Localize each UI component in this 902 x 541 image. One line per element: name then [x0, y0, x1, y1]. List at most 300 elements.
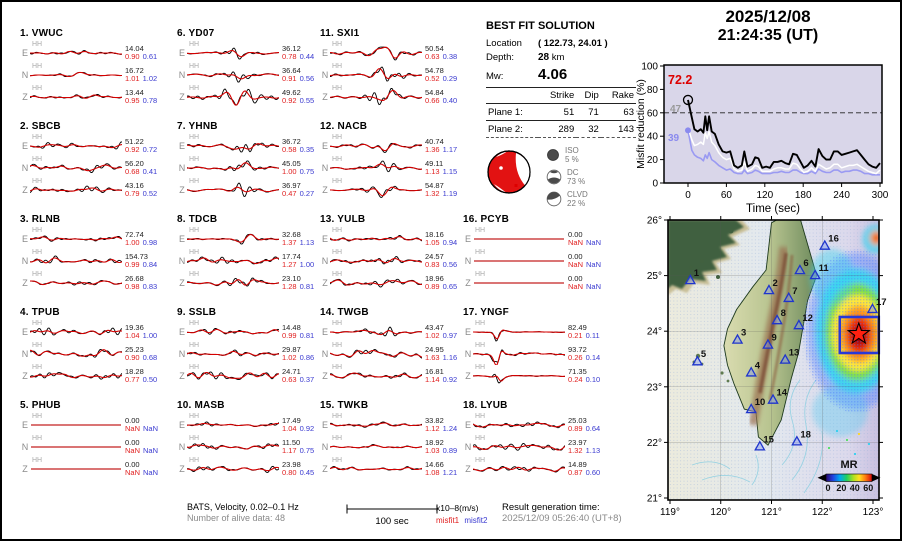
misfit-values: [125, 168, 165, 177]
misfit2-value: 0.98: [142, 238, 158, 247]
map-lat-label: 21°: [646, 493, 662, 505]
misfit1-value: 1.00: [125, 238, 140, 247]
trace-values: [125, 182, 165, 199]
channel-label: HH: [189, 271, 200, 278]
channel-label: HH: [475, 457, 486, 464]
misfit2-value: 1.00: [142, 331, 158, 340]
trace-plot: [187, 414, 279, 436]
dc-icon: [546, 169, 562, 185]
trace-plot: [187, 250, 279, 272]
misfit1-value: 0.92: [125, 145, 140, 154]
misfit-values: [282, 190, 322, 199]
trace-plot: [187, 436, 279, 458]
misfit1-value: 0.98: [125, 282, 140, 291]
trace-values: [282, 253, 322, 270]
component-label: Z: [322, 464, 328, 474]
channel-label: HH: [475, 435, 486, 442]
waveform-row-vwuc-e: [20, 42, 165, 64]
channel-label: HH: [332, 342, 343, 349]
peak-amplitude: 17.49: [282, 415, 301, 425]
waveform-row-rlnb-n: [20, 250, 165, 272]
peak-amplitude: 0.00: [125, 437, 140, 447]
misfit2-value: NaN: [586, 260, 602, 269]
waveform-row-nacb-z: [320, 179, 465, 201]
best-fit-title: BEST FIT SOLUTION: [486, 20, 595, 32]
peak-amplitude: 43.16: [125, 180, 144, 190]
trace-plot: [30, 250, 122, 272]
misfit2-value: 1.17: [442, 145, 458, 154]
waveform-trace: [330, 135, 422, 157]
iso-icon: [546, 148, 560, 162]
misfit1-value: 0.26: [568, 353, 583, 362]
component-label: E: [321, 48, 328, 58]
trace-values: [568, 324, 608, 341]
misfit2-value: 0.27: [299, 189, 315, 198]
peak-amplitude: 32.68: [282, 229, 301, 239]
trace-plot: [187, 135, 279, 157]
misfit-values: [568, 239, 608, 248]
peak-amplitude: 11.50: [282, 437, 301, 447]
channel-label: HH: [332, 85, 343, 92]
waveform-trace: [330, 414, 422, 436]
channel-label: HH: [332, 227, 343, 234]
trace-values: [568, 368, 608, 385]
trace-plot: [30, 343, 122, 365]
trace-plot: [187, 42, 279, 64]
trace-values: [282, 182, 322, 199]
component-label: N: [321, 349, 329, 359]
component-label: Z: [465, 464, 471, 474]
trace-plot: [30, 272, 122, 294]
peak-amplitude: 36.64: [282, 65, 301, 75]
misfit1-value: 1.02: [282, 353, 297, 362]
station-block-yhnb: [177, 121, 322, 201]
channel-label: HH: [189, 413, 200, 420]
peak-amplitude: 18.28: [125, 366, 144, 376]
misfit-values: [568, 447, 608, 456]
component-label: Z: [179, 185, 185, 195]
start-marker-dot: [685, 127, 691, 133]
trace-plot: [187, 321, 279, 343]
misfit1-value: 0.66: [425, 96, 440, 105]
station-title: 2. SBCB: [20, 121, 61, 132]
channel-label: HH: [189, 41, 200, 48]
trace-plot: [30, 321, 122, 343]
waveform-trace: [473, 272, 565, 294]
trace-values: [425, 417, 465, 434]
trace-plot: [473, 272, 565, 294]
station-title: 9. SSLB: [177, 307, 217, 318]
channel-label: HH: [475, 249, 486, 256]
waveform-trace: [187, 250, 279, 272]
waveform-row-sbcb-e: [20, 135, 165, 157]
misfit2-value: 1.16: [442, 353, 458, 362]
waveform-trace: [187, 228, 279, 250]
station-block-phub: [20, 400, 165, 480]
component-label: Z: [465, 371, 471, 381]
waveform-row-masb-z: [177, 458, 322, 480]
misfit-values: [282, 354, 322, 363]
trace-plot: [30, 414, 122, 436]
waveform-row-tdcb-n: [177, 250, 322, 272]
waveform-trace: [473, 321, 565, 343]
misfit2-value: 0.45: [299, 468, 315, 477]
peak-amplitude: 36.72: [282, 136, 301, 146]
misfit1-value: 0.68: [125, 167, 140, 176]
waveform-trace: [187, 135, 279, 157]
channel-label: HH: [32, 227, 43, 234]
waveform-trace: [30, 42, 122, 64]
map-station-number: 13: [788, 347, 800, 359]
misfit1-value: 0.95: [125, 96, 140, 105]
peak-amplitude: 154.73: [125, 251, 148, 261]
station-block-yngf: [463, 307, 608, 387]
map-lat-label: 23°: [646, 382, 662, 394]
waveform-row-twgb-e: [320, 321, 465, 343]
misfit1-value: 0.89: [568, 424, 583, 433]
channel-label: HH: [189, 134, 200, 141]
trace-values: [568, 253, 608, 270]
peak-amplitude: 14.89: [568, 459, 587, 469]
location-label: Location: [486, 38, 522, 49]
peak-amplitude: 54.78: [425, 65, 444, 75]
map-station-number: 9: [771, 332, 777, 344]
waveform-trace: [30, 179, 122, 201]
misfit-values: [282, 425, 322, 434]
map-station-number: 5: [700, 349, 707, 361]
misfit-values: [425, 425, 465, 434]
component-label: E: [321, 327, 328, 337]
x-tick-label: 60: [720, 190, 732, 201]
component-label: E: [21, 420, 28, 430]
waveform-row-tpub-e: [20, 321, 165, 343]
trace-values: [282, 45, 322, 62]
trace-values: [282, 89, 322, 106]
waveform-trace: [187, 157, 279, 179]
waveform-row-yhnb-z: [177, 179, 322, 201]
misfit-values: [282, 376, 322, 385]
channel-label: HH: [332, 413, 343, 420]
event-time: 21:24:35 (UT): [717, 27, 819, 44]
trace-values: [282, 138, 322, 155]
iso-item: ISO 5 %: [546, 146, 588, 164]
component-label: Z: [22, 92, 28, 102]
misfit-values: [125, 283, 165, 292]
trace-values: [568, 346, 608, 363]
component-label: E: [321, 420, 328, 430]
peak-amplitude: 36.12: [282, 43, 301, 53]
trace-values: [282, 439, 322, 456]
map-lon-label: 119°: [660, 507, 680, 518]
trace-plot: [330, 272, 422, 294]
misfit2-value: 0.10: [585, 375, 601, 384]
misfit1-value: 1.05: [425, 238, 440, 247]
misfit-values: [568, 283, 608, 292]
component-label: Z: [22, 185, 28, 195]
data-source-note: [187, 502, 299, 524]
misfit-values: [568, 376, 608, 385]
misfit-values: [425, 190, 465, 199]
misfit1-value: NaN: [125, 468, 141, 477]
misfit-values: [425, 261, 465, 270]
misfit1-value: 0.99: [282, 331, 297, 340]
peak-amplitude: 54.87: [425, 180, 444, 190]
x-tick-label: 240: [833, 190, 850, 201]
component-label: E: [178, 48, 185, 58]
waveform-row-nacb-n: [320, 157, 465, 179]
y-axis-label: Misfit reduction (%): [635, 79, 647, 169]
y-tick-label: 60: [646, 108, 658, 120]
misfit1-value: 0.90: [125, 52, 140, 61]
station-title: 16. PCYB: [463, 214, 510, 225]
misfit-values: [282, 53, 322, 62]
peak-amplitude: 25.03: [568, 415, 587, 425]
station-block-yd07: [177, 28, 322, 108]
channel-label: HH: [475, 227, 486, 234]
channel-label: HH: [32, 435, 43, 442]
station-title: 5. PHUB: [20, 400, 61, 411]
misfit-values: [282, 332, 322, 341]
component-label: N: [321, 442, 329, 452]
component-label: Z: [322, 92, 328, 102]
misfit1-value: 1.08: [425, 468, 440, 477]
component-label: N: [464, 256, 472, 266]
waveform-trace: [30, 343, 122, 365]
channel-label: HH: [189, 156, 200, 163]
misfit-reduction-chart: [632, 2, 902, 215]
component-label: N: [178, 70, 186, 80]
misfit1-value: 1.13: [425, 167, 440, 176]
trace-values: [125, 45, 165, 62]
peak-amplitude: 51.22: [125, 136, 144, 146]
channel-label: HH: [332, 457, 343, 464]
trace-values: [425, 324, 465, 341]
peak-amplitude: 93.72: [568, 344, 587, 354]
station-title: 8. TDCB: [177, 214, 218, 225]
misfit-values: [425, 447, 465, 456]
misfit2-value: NaN: [143, 468, 159, 477]
misfit2-value: 0.14: [585, 353, 601, 362]
mw-value: 4.06: [538, 66, 568, 83]
misfit2-value: 0.92: [442, 375, 458, 384]
waveform-row-lyub-z: [463, 458, 608, 480]
trace-plot: [473, 250, 565, 272]
channel-label: HH: [475, 342, 486, 349]
channel-label: HH: [189, 457, 200, 464]
misfit-values: [125, 53, 165, 62]
component-label: E: [464, 327, 471, 337]
colorbar-tick: 20: [836, 483, 847, 493]
trace-plot: [473, 414, 565, 436]
peak-amplitude: 17.74: [282, 251, 301, 261]
component-label: E: [178, 420, 185, 430]
misfit-values: [282, 97, 322, 106]
misfit-values: [125, 146, 165, 155]
waveform-row-yngf-n: [463, 343, 608, 365]
map-station-number: 7: [792, 285, 798, 297]
station-block-twkb: [320, 400, 465, 480]
taiwan-map: [632, 215, 902, 541]
peak-amplitude: 16.81: [425, 366, 444, 376]
misfit2-value: 0.75: [299, 446, 315, 455]
misfit2-value: 0.60: [585, 468, 601, 477]
station-block-vwuc: [20, 28, 165, 108]
misfit1-value: 1.27: [282, 260, 297, 269]
channel-label: HH: [332, 320, 343, 327]
waveform-trace: [473, 414, 565, 436]
peak-amplitude: 14.66: [425, 459, 444, 469]
peak-amplitude: 14.48: [282, 322, 301, 332]
misfit1-value: 1.28: [282, 282, 297, 291]
misfit-values: [125, 97, 165, 106]
component-label: E: [21, 327, 28, 337]
waveform-row-yngf-e: [463, 321, 608, 343]
channel-label: HH: [32, 178, 43, 185]
component-label: Z: [179, 92, 185, 102]
waveform-row-phub-e: [20, 414, 165, 436]
map-lon-label: 120°: [710, 507, 732, 518]
peak-amplitude: 50.54: [425, 43, 444, 53]
annotation-39: 39: [668, 133, 680, 144]
peak-amplitude: 49.62: [282, 87, 301, 97]
trace-values: [568, 275, 608, 292]
component-label: N: [178, 256, 186, 266]
misfit2-value: 0.92: [299, 424, 315, 433]
misfit1-value: 0.91: [282, 74, 297, 83]
waveform-trace: [330, 321, 422, 343]
clvd-item: CLVD 22 %: [546, 190, 588, 208]
misfit1-value: NaN: [125, 446, 141, 455]
waveform-row-rlnb-z: [20, 272, 165, 294]
misfit1-value: NaN: [125, 424, 141, 433]
misfit1-value: 1.14: [425, 375, 440, 384]
channel-label: HH: [332, 134, 343, 141]
component-label: N: [321, 163, 329, 173]
trace-plot: [187, 272, 279, 294]
peak-amplitude: 29.87: [282, 344, 301, 354]
misfit2-value: 1.19: [442, 189, 458, 198]
trace-values: [125, 439, 165, 456]
waveform-trace: [473, 458, 565, 480]
trace-values: [125, 138, 165, 155]
misfit1-value: 1.04: [125, 331, 140, 340]
peak-amplitude: 18.96: [425, 273, 444, 283]
waveform-trace: [187, 458, 279, 480]
waveform-trace: [30, 157, 122, 179]
station-title: 17. YNGF: [463, 307, 509, 318]
station-block-yulb: [320, 214, 465, 294]
waveform-trace: [30, 228, 122, 250]
trace-values: [125, 253, 165, 270]
trace-values: [125, 231, 165, 248]
waveform-row-vwuc-n: [20, 64, 165, 86]
misfit1-value: 1.03: [425, 446, 440, 455]
map-station-number: 11: [818, 263, 829, 275]
peak-amplitude: 23.97: [568, 437, 587, 447]
waveform-row-twgb-z: [320, 365, 465, 387]
depth-label: Depth:: [486, 52, 514, 63]
waveform-row-phub-z: [20, 458, 165, 480]
trace-plot: [330, 86, 422, 108]
waveform-row-sxi1-n: [320, 64, 465, 86]
component-label: E: [21, 234, 28, 244]
misfit2-value: 0.72: [142, 145, 158, 154]
waveform-row-yd07-e: [177, 42, 322, 64]
trace-values: [125, 368, 165, 385]
event-date: 2025/12/08: [725, 7, 811, 26]
channel-label: HH: [475, 413, 486, 420]
station-title: 12. NACB: [320, 121, 368, 132]
station-block-rlnb: [20, 214, 165, 294]
peak-amplitude: 43.47: [425, 322, 444, 332]
misfit2-value: 0.50: [142, 375, 158, 384]
misfit2-value: NaN: [586, 238, 602, 247]
waveform-row-yhnb-n: [177, 157, 322, 179]
component-label: N: [321, 70, 329, 80]
waveform-trace: [330, 42, 422, 64]
map-station-number: 3: [740, 327, 747, 339]
misfit-values: [282, 469, 322, 478]
channel-label: HH: [189, 364, 200, 371]
trace-plot: [30, 179, 122, 201]
peak-amplitude: 16.72: [125, 65, 144, 75]
misfit2-value: NaN: [143, 446, 159, 455]
misfit2-value: 0.65: [442, 282, 458, 291]
trace-plot: [330, 343, 422, 365]
trace-values: [282, 417, 322, 434]
channel-label: HH: [189, 435, 200, 442]
trace-values: [425, 182, 465, 199]
peak-amplitude: 23.10: [282, 273, 301, 283]
misfit-values: [425, 469, 465, 478]
waveform-row-vwuc-z: [20, 86, 165, 108]
trace-values: [568, 461, 608, 478]
waveform-row-tpub-z: [20, 365, 165, 387]
trace-values: [568, 231, 608, 248]
y-tick-label: 40: [646, 131, 658, 143]
waveform-row-phub-n: [20, 436, 165, 458]
waveform-trace: [30, 64, 122, 86]
misfit1-value: 0.58: [282, 145, 297, 154]
misfit1-value: 0.87: [568, 468, 583, 477]
trace-values: [425, 45, 465, 62]
misfit2-value: 1.24: [442, 424, 458, 433]
trace-plot: [330, 135, 422, 157]
misfit2-value: 0.11: [585, 331, 600, 340]
misfit1-value: 1.12: [425, 424, 440, 433]
trace-values: [425, 368, 465, 385]
map-lat-label: 26°: [646, 215, 662, 227]
peak-amplitude: 18.16: [425, 229, 444, 239]
trace-plot: [330, 179, 422, 201]
misfit2-value: 0.64: [585, 424, 601, 433]
misfit1-value: 0.24: [568, 375, 583, 384]
colorbar-tick: 60: [863, 483, 874, 493]
component-label: E: [21, 141, 28, 151]
waveform-row-yulb-z: [320, 272, 465, 294]
component-label: Z: [22, 464, 28, 474]
trace-values: [425, 346, 465, 363]
result-label: Result generation time:: [502, 502, 600, 513]
misfit2-value: 1.00: [299, 260, 315, 269]
misfit1-value: 1.01: [125, 74, 140, 83]
waveform-trace: [187, 414, 279, 436]
result-timestamp: 2025/12/09 05:26:40 (UT+8): [502, 513, 622, 524]
component-label: N: [464, 349, 472, 359]
y-tick-label: 20: [646, 155, 658, 167]
misfit1-value: 0.52: [425, 74, 440, 83]
misfit2-value: 0.55: [299, 96, 315, 105]
